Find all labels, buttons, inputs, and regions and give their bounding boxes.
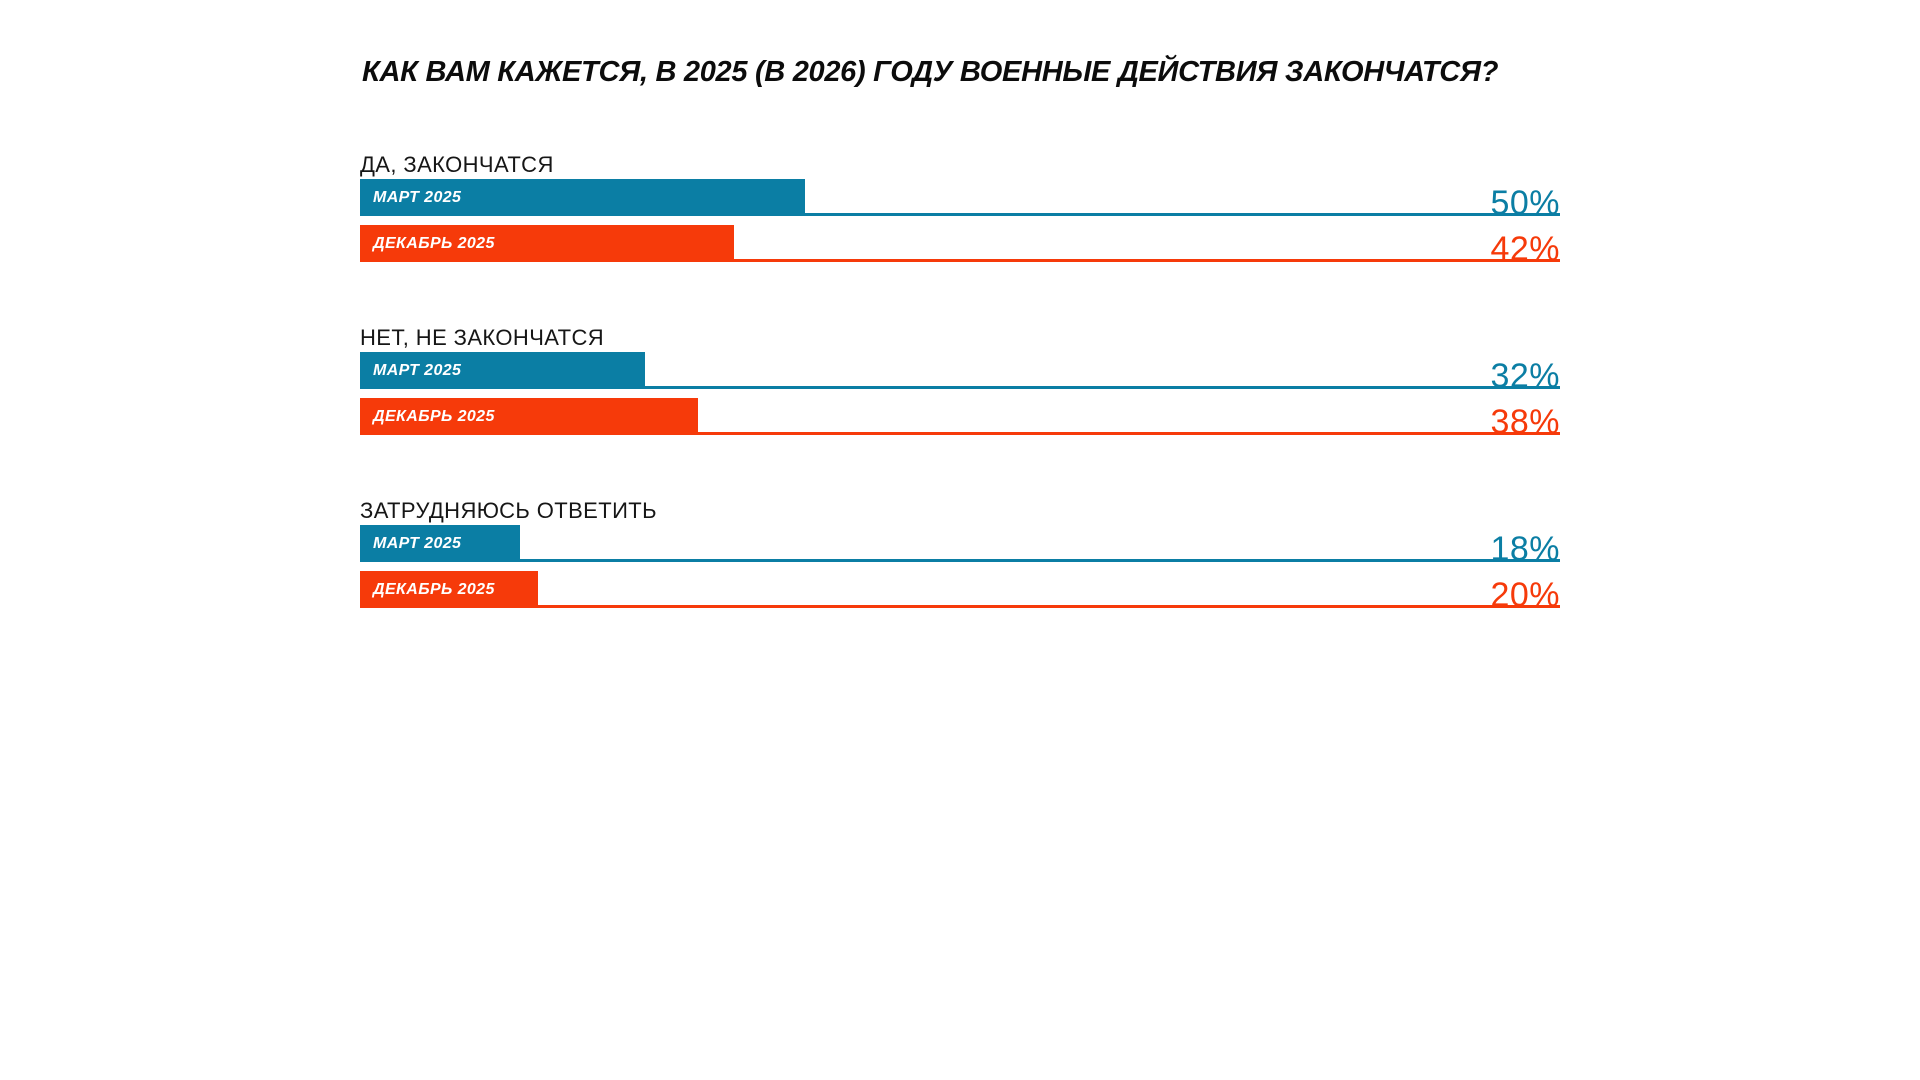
series-label-december: ДЕКАБРЬ 2025 <box>373 234 495 252</box>
bar-row-march <box>360 352 1560 396</box>
chart-group-no <box>360 325 1560 442</box>
bar-december <box>360 225 734 262</box>
category-label: ЗАТРУДНЯЮСЬ ОТВЕТИТЬ <box>360 498 657 524</box>
category-label: ДА, ЗАКОНЧАТСЯ <box>360 152 554 178</box>
chart-content <box>360 0 1560 672</box>
series-label-march: МАРТ 2025 <box>373 534 462 552</box>
bar-row-march <box>360 179 1560 223</box>
bar-march <box>360 179 805 216</box>
bar-row-december <box>360 571 1560 615</box>
bar-chart <box>360 152 1560 615</box>
bar-december <box>360 398 698 435</box>
chart-group-yes <box>360 152 1560 269</box>
value-label-march: 18% <box>1490 530 1560 569</box>
baseline-rule-december <box>360 605 1560 608</box>
category-label: НЕТ, НЕ ЗАКОНЧАТСЯ <box>360 325 605 351</box>
value-label-december: 20% <box>1490 576 1560 615</box>
baseline-rule-december <box>360 259 1560 262</box>
series-label-december: ДЕКАБРЬ 2025 <box>373 580 495 598</box>
bar-march <box>360 525 520 562</box>
value-label-december: 38% <box>1490 403 1560 442</box>
chart-group-undecided <box>360 498 1560 615</box>
series-label-march: МАРТ 2025 <box>373 361 462 379</box>
series-label-march: МАРТ 2025 <box>373 188 462 206</box>
baseline-rule-march <box>360 559 1560 562</box>
value-label-december: 42% <box>1490 230 1560 269</box>
chart-title: КАК ВАМ КАЖЕТСЯ, В 2025 (В 2026) ГОДУ ВОЕННЫЕ ДЕЙСТВИЯ ЗАКОНЧАТСЯ? <box>362 56 1499 88</box>
baseline-rule-march <box>360 213 1560 216</box>
bar-row-march <box>360 525 1560 569</box>
bar-row-december <box>360 398 1560 442</box>
bar-march <box>360 352 645 389</box>
value-label-march: 50% <box>1490 184 1560 223</box>
baseline-rule-december <box>360 432 1560 435</box>
series-label-december: ДЕКАБРЬ 2025 <box>373 407 495 425</box>
value-label-march: 32% <box>1490 357 1560 396</box>
baseline-rule-march <box>360 386 1560 389</box>
bar-row-december <box>360 225 1560 269</box>
bar-december <box>360 571 538 608</box>
